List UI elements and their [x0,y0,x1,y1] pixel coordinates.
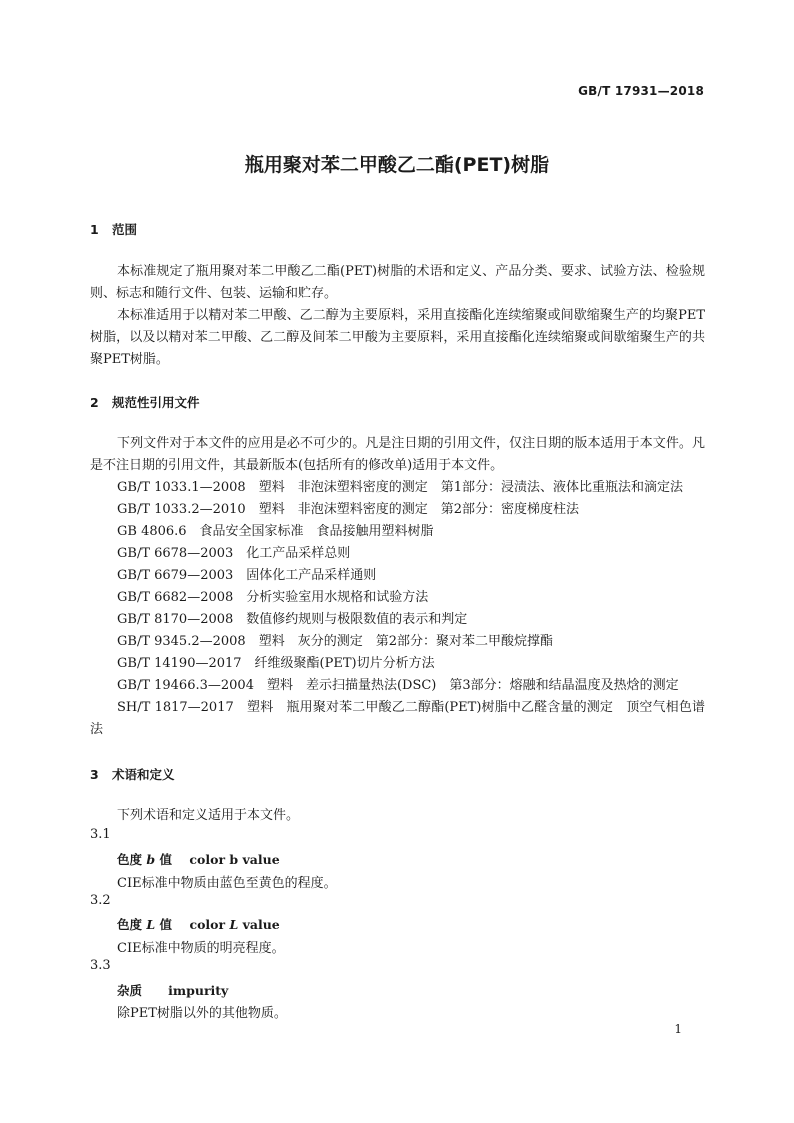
section-title: 规范性引用文件 [112,395,200,410]
section-2-heading [90,393,200,411]
term-heading [117,915,280,933]
term-variable: L [146,917,156,932]
reference-list [90,477,705,741]
term-en: value [242,917,280,932]
standard-code: GB/T 17931—2018 [578,84,704,98]
reference-item: GB/T 9345.2—2008 塑料 灰分的测定 第2部分：聚对苯二甲酸烷撑酯 [117,634,553,649]
term-zh: 色度 [117,917,143,932]
page-number: 1 [674,1022,682,1036]
term-en-variable: b [229,852,239,867]
reference-item: GB/T 6679—2003 固体化工产品采样通则 [117,568,377,583]
term-en-variable: L [229,917,239,932]
scope-paragraph-1: 本标准规定了瓶用聚对苯二甲酸乙二酯(PET)树脂的术语和定义、产品分类、要求、试验方法、检验规则、标志和随行文件、包装、运输和贮存。 [90,264,705,301]
reference-item: GB/T 19466.3—2004 塑料 差示扫描量热法(DSC) 第3部分：熔融和结晶温度及热焓的测定 [117,678,679,693]
reference-item: GB/T 14190—2017 纤维级聚酯(PET)切片分析方法 [117,656,435,671]
term-number: 3.1 [90,827,111,842]
reference-item: SH/T 1817—2017 塑料 瓶用聚对苯二甲酸乙二醇酯(PET)树脂中乙醛含量的测定 顶空气相色谱法 [90,700,705,737]
term-definition: 除PET树脂以外的其他物质。 [117,1006,287,1021]
reference-item: GB/T 1033.1—2008 塑料 非泡沫塑料密度的测定 第1部分：浸渍法、液体比重瓶法和滴定法 [117,480,683,495]
section-number: 2 [90,395,99,410]
document-title: 瓶用聚对苯二甲酸乙二酯(PET)树脂 [244,154,550,176]
section-1-heading [90,220,137,238]
term-zh: 值 [159,917,173,932]
term-en: impurity [168,983,229,998]
reference-item: GB/T 1033.2—2010 塑料 非泡沫塑料密度的测定 第2部分：密度梯度柱法 [117,502,579,517]
term-zh: 值 [159,852,172,867]
reference-item: GB/T 6678—2003 化工产品采样总则 [117,546,351,561]
term-number: 3.3 [90,958,111,973]
section-title: 范围 [112,222,138,237]
term-heading [117,850,280,868]
references-intro: 下列文件对于本文件的应用是必不可少的。凡是注日期的引用文件，仅注日期的版本适用于本文件。凡是不注日期的引用文件，其最新版本(包括所有的修改单)适用于本文件。 [90,436,705,473]
section-title: 术语和定义 [112,767,175,782]
term-zh: 色度 [117,852,143,867]
reference-item: GB/T 8170—2008 数值修约规则与极限数值的表示和判定 [117,612,468,627]
section-number: 1 [90,222,99,237]
term-heading [117,981,228,999]
scope-paragraph-2: 本标准适用于以精对苯二甲酸、乙二醇为主要原料，采用直接酯化连续缩聚或间歇缩聚生产的均聚PET树脂，以及以精对苯二甲酸、乙二醇及间苯二甲酸为主要原料，采用直接酯化连续缩聚或间歇缩聚生产的共聚PET树脂。 [90,308,705,367]
term-zh: 杂质 [117,983,143,998]
section-3-heading [90,765,175,783]
term-en: color [189,852,226,867]
term-en: value [242,852,280,867]
reference-item: GB/T 6682—2008 分析实验室用水规格和试验方法 [117,590,429,605]
term-definition: CIE标准中物质的明亮程度。 [117,941,285,956]
reference-item: GB 4806.6 食品安全国家标准 食品接触用塑料树脂 [117,524,434,539]
term-variable: b [146,852,156,867]
term-definition: CIE标准中物质由蓝色至黄色的程度。 [117,876,337,891]
term-en: color [189,917,226,932]
section-number: 3 [90,767,99,782]
terms-intro: 下列术语和定义适用于本文件。 [117,808,300,823]
term-number: 3.2 [90,893,111,908]
